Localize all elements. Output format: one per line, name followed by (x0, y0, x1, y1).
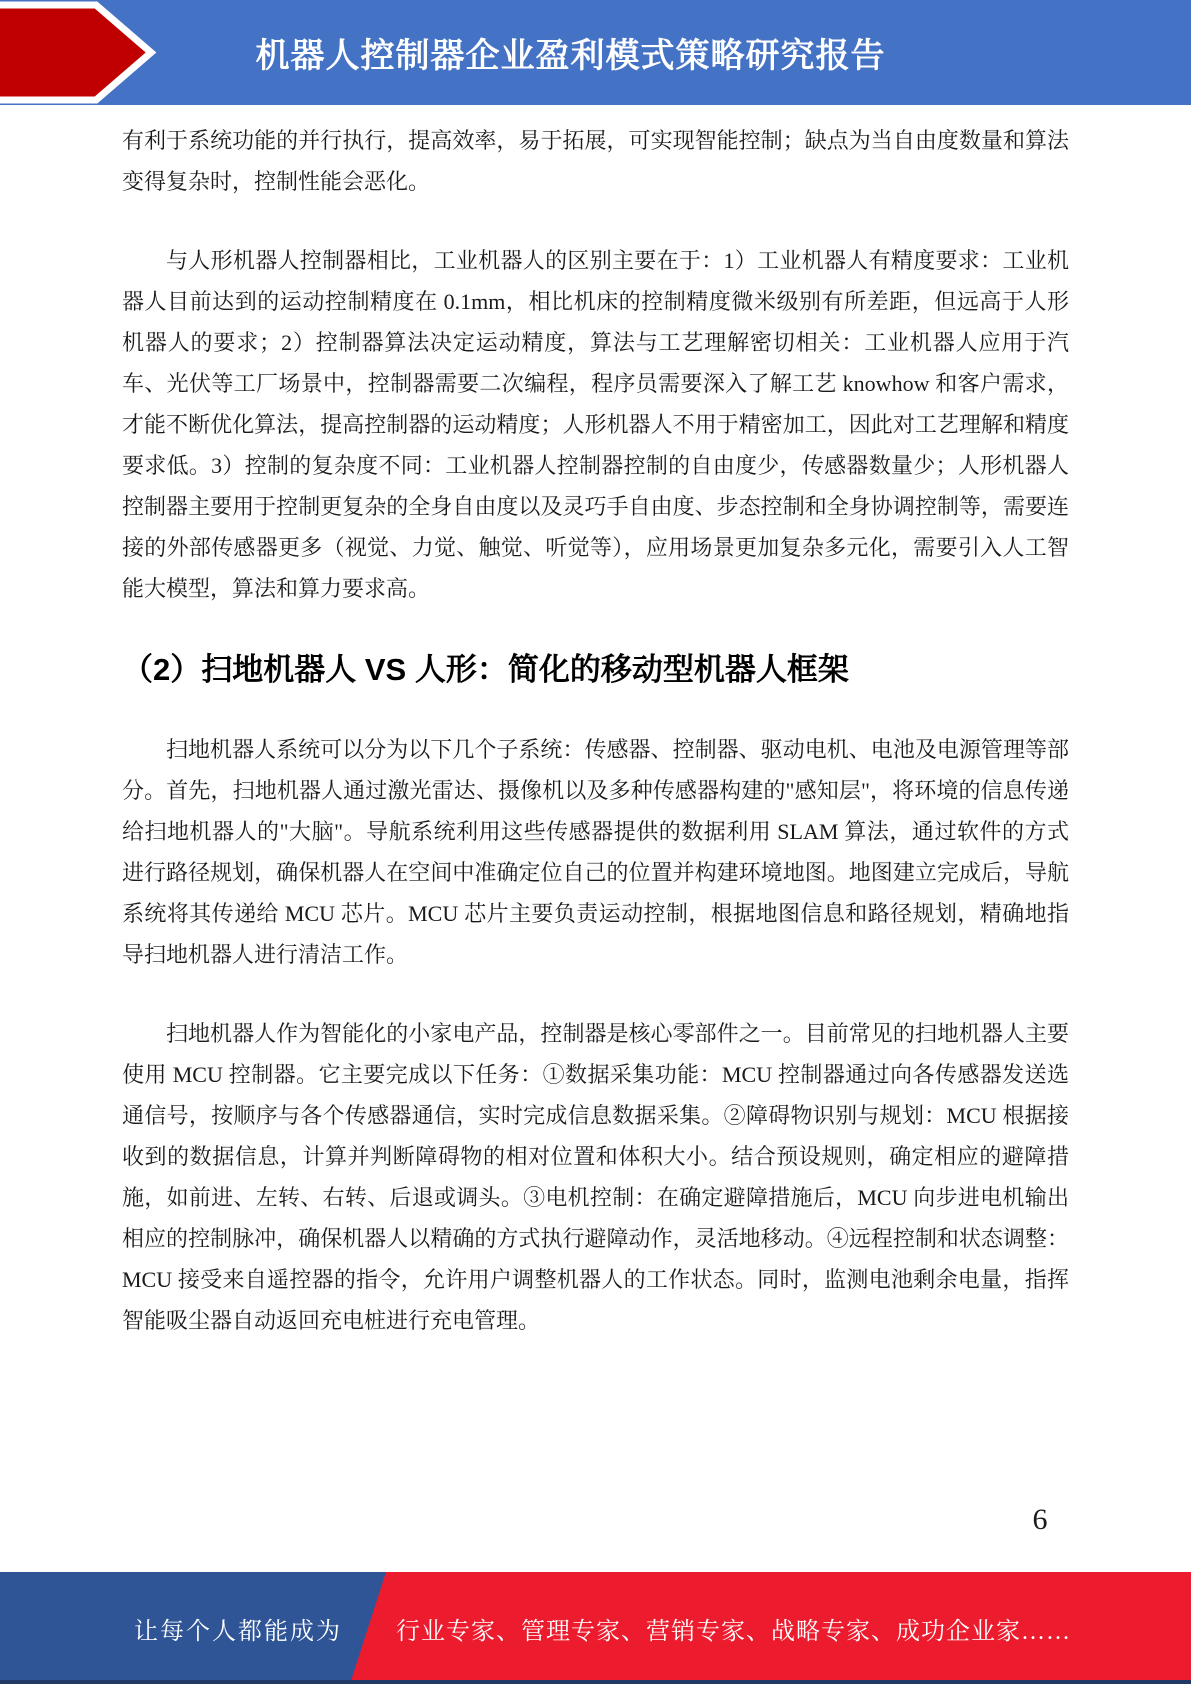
paragraph: 有利于系统功能的并行执行，提高效率，易于拓展，可实现智能控制；缺点为当自由度数量和算法变得复杂时，控制性能会恶化。 (122, 128, 1069, 194)
header-banner (0, 0, 1191, 105)
document-body (122, 120, 1069, 1379)
paragraph: 与人形机器人控制器相比，工业机器人的区别主要在于：1）工业机器人有精度要求：工业机器人目前达到的运动控制精度在 0.1mm，相比机床的控制精度微米级别有所差距，但远高于人形机器人的要求；2）控制器算法决定运动精度，算法与工艺理解密切相关：工业机器人应用于汽车、光伏等工厂场景中，控制器需要二次编程，程序员需要深入了解工艺 knowhow 和客户需求，才能不断优化算法，提高控制器的运动精度；人形机器人不用于精密加工，因此对工艺理解和精度要求低。3）控制的复杂度不同：工业机器人控制器控制的自由度少，传感器数量少；人形机器人控制器主要用于控制更复杂的全身自由度以及灵巧手自由度、步态控制和全身协调控制等，需要连接的外部传感器更多（视觉、力觉、触觉、听觉等），应用场景更加复杂多元化，需要引入人工智能大模型，算法和算力要求高。 (122, 248, 1069, 601)
footer-slogan-left: 让每个人都能成为 (134, 1618, 342, 1645)
footer-slogan-right: 行业专家、管理专家、营销专家、战略专家、成功企业家…… (396, 1618, 1071, 1645)
page-number: 6 (1032, 1503, 1048, 1536)
footer-bottom-bar (0, 1680, 1191, 1684)
paragraph: 扫地机器人作为智能化的小家电产品，控制器是核心零部件之一。目前常见的扫地机器人主要使用 MCU 控制器。它主要完成以下任务：①数据采集功能：MCU 控制器通过向各传感器发送选通信号，按顺序与各个传感器通信，实时完成信息数据采集。②障碍物识别与规划：MCU 根据接收到的数据信息，计算并判断障碍物的相对位置和体积大小。结合预设规则，确定相应的避障措施，如前进、左转、右转、后退或调头。③电机控制：在确定避障措施后，MCU 向步进电机输出相应的控制脉冲，确保机器人以精确的方式执行避障动作，灵活地移动。④远程控制和状态调整：MCU 接受来自遥控器的指令，允许用户调整机器人的工作状态。同时，监测电池剩余电量，指挥智能吸尘器自动返回充电桩进行充电管理。 (122, 1021, 1069, 1333)
footer-banner (0, 1572, 1191, 1684)
report-title: 机器人控制器企业盈利模式策略研究报告 (255, 36, 886, 75)
paragraph: 扫地机器人系统可以分为以下几个子系统：传感器、控制器、驱动电机、电池及电源管理等部分。首先，扫地机器人通过激光雷达、摄像机以及多种传感器构建的"感知层"，将环境的信息传递给扫地机器人的"大脑"。导航系统利用这些传感器提供的数据利用 SLAM 算法，通过软件的方式进行路径规划，确保机器人在空间中准确定位自己的位置并构建环境地图。地图建立完成后，导航系统将其传递给 MCU 芯片。MCU 芯片主要负责运动控制，根据地图信息和路径规划，精确地指导扫地机器人进行清洁工作。 (122, 737, 1069, 967)
section-heading: （2）扫地机器人 VS 人形：简化的移动型机器人框架 (122, 652, 849, 687)
